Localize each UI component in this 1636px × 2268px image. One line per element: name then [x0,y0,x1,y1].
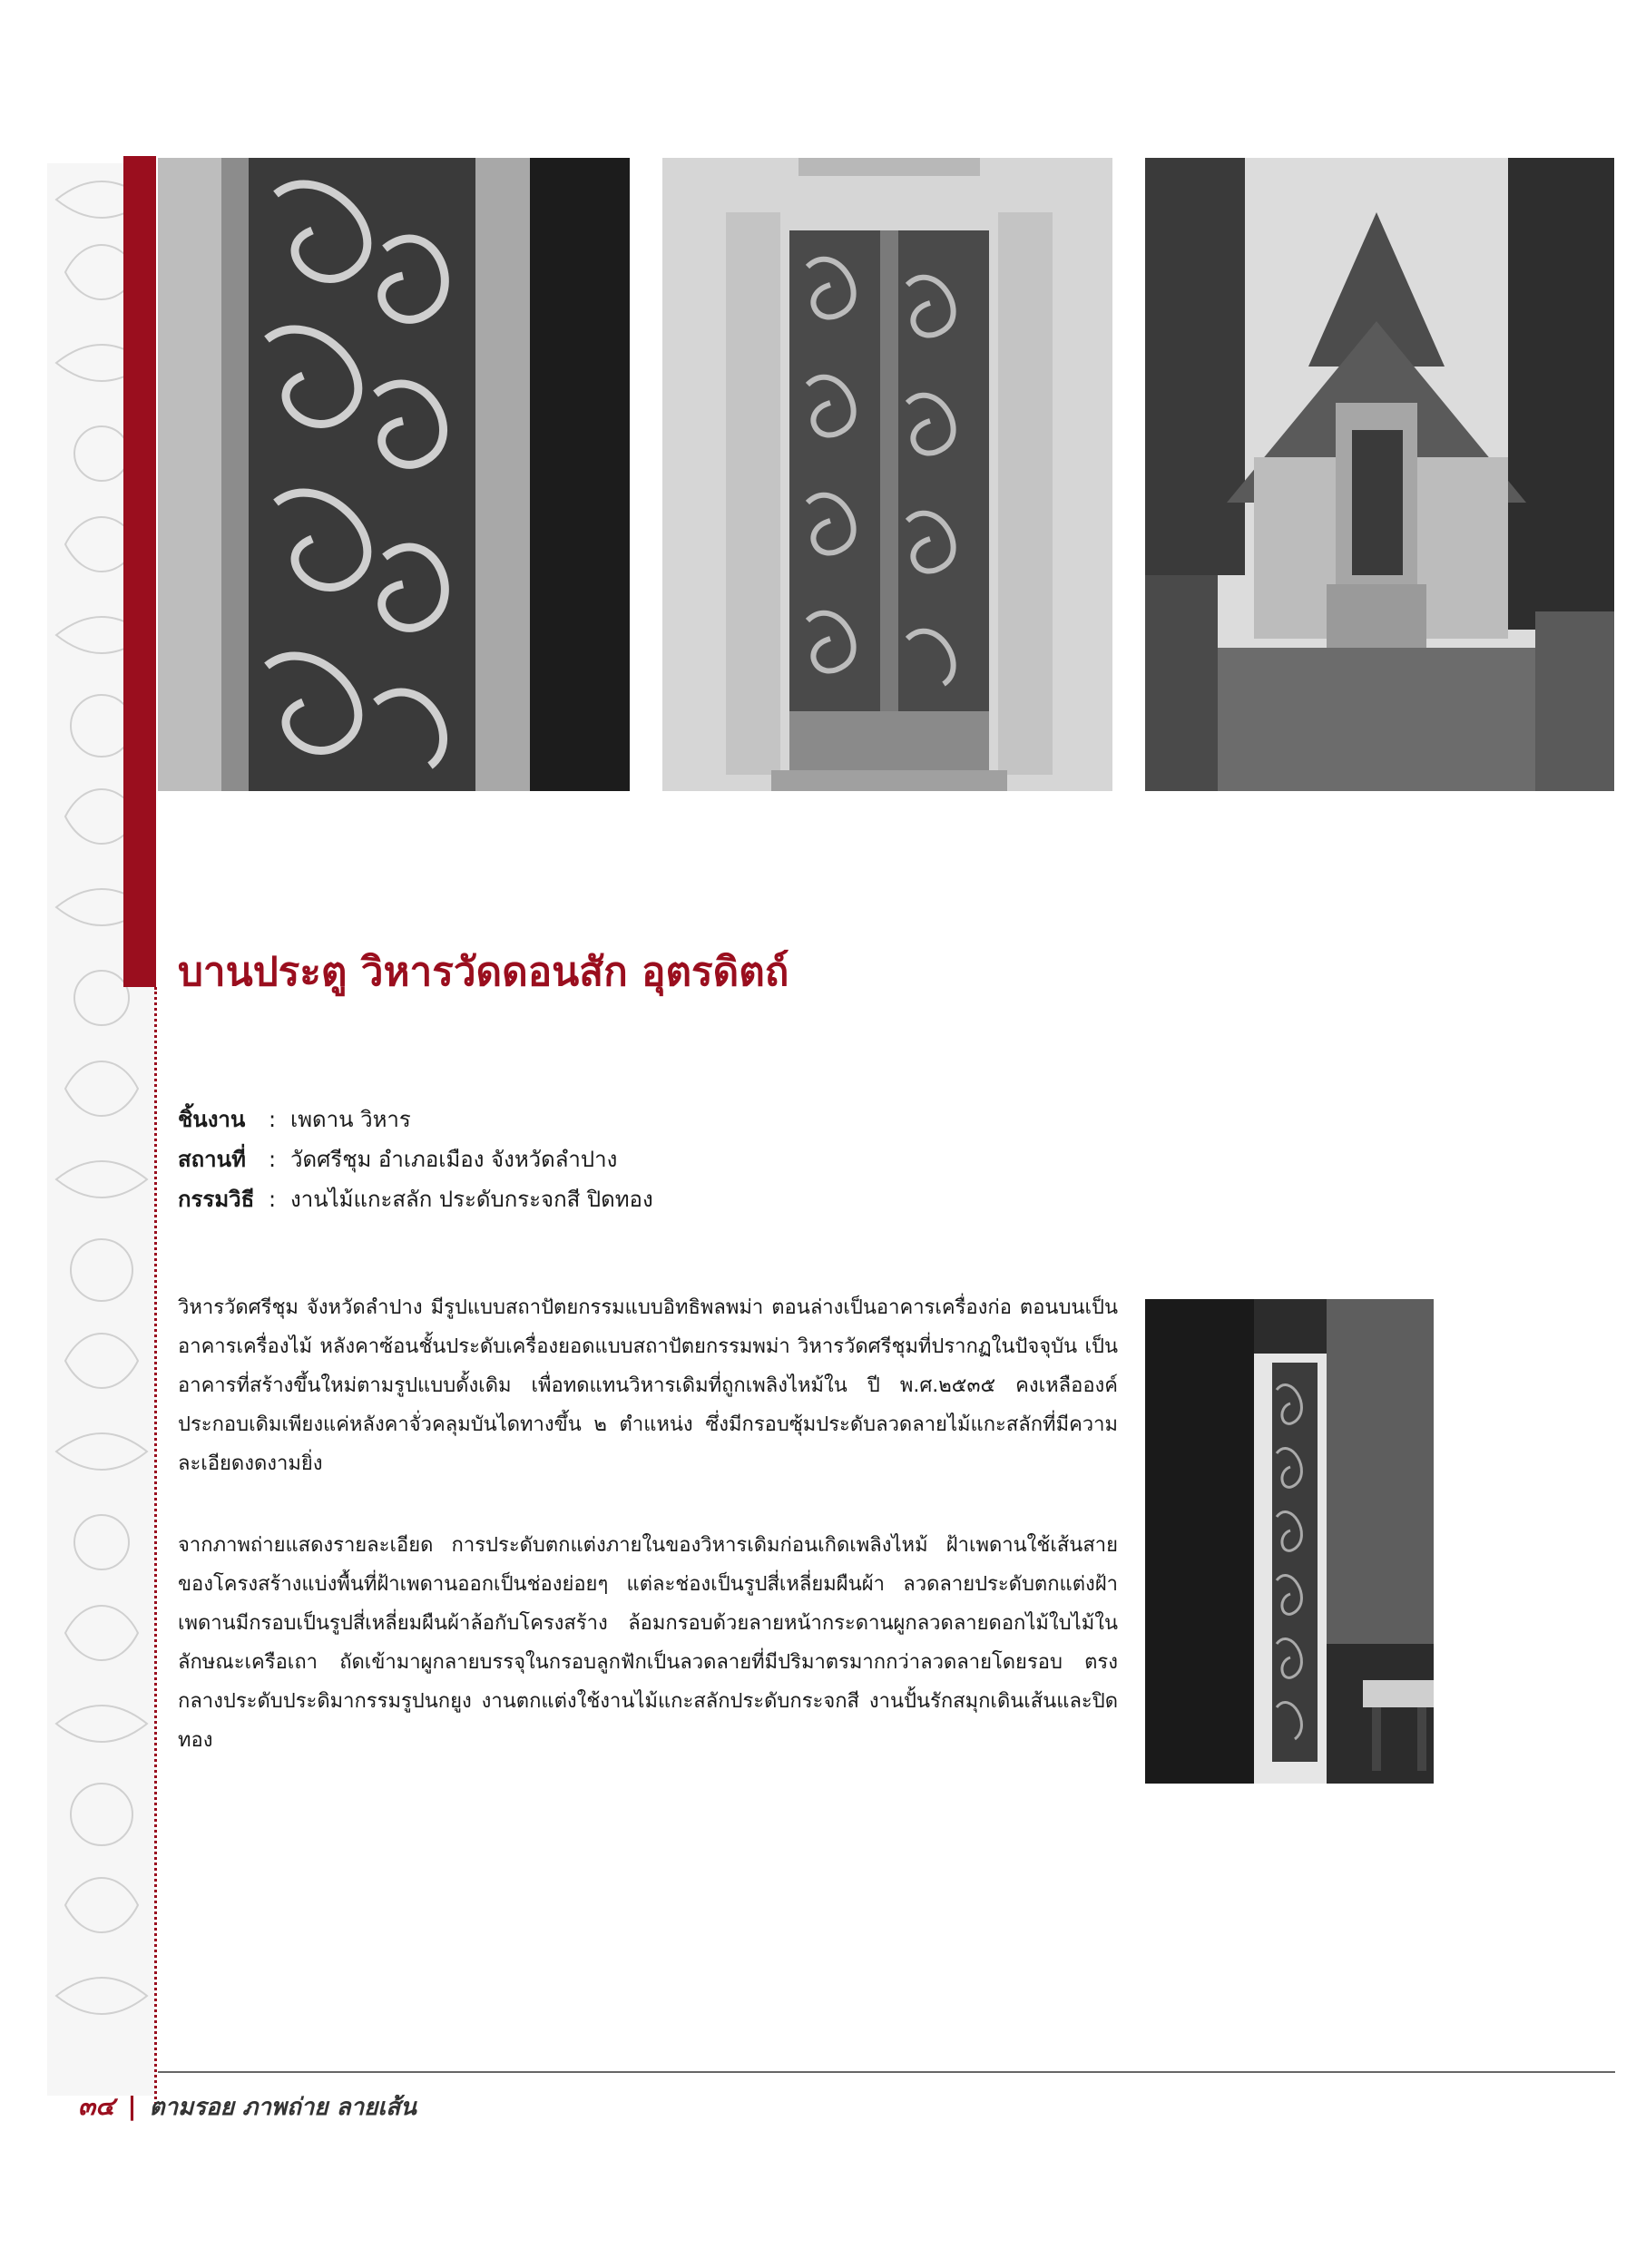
page-footer [78,2087,416,2126]
detail-row-technique [178,1179,653,1219]
detail-separator: : [269,1107,277,1132]
body-paragraph: จากภาพถ่ายแสดงรายละเอียด การประดับตกแต่งภายในของวิหารเดิมก่อนเกิดเพลิงไหม้ ฝ้าเพดานใช้เส้นสายของโครงสร้างแบ่งพื้นที่ฝ้าเพดานออกเป็นช่องย่อยๆ แต่ละช่องเป็นรูปสี่เหลี่ยมผืนผ้า ลวดลายประดับตกแต่งฝ้าเพดานมีกรอบเป็นรูปสี่เหลี่ยมผืนผ้าล้อกับโครงสร้าง ล้อมกรอบด้วยลายหน้ากระดานผูกลวดลายดอกไม้ใบไม้ในลักษณะเครือเถา ถัดเข้ามาผูกลายบรรจุในกรอบลูกฟักเป็นลวดลายที่มีปริมาตรมากกว่าลวดลายโดยรอบ ตรงกลางประดับประดิมากรรมรูปนกยูง งานตกแต่งใช้งานไม้แกะสลักประดับกระจกสี งานปั้นรักสมุกเดินเส้นและปิดทอง [178,1534,1118,1752]
detail-row-location [178,1139,653,1179]
detail-value: เพดาน วิหาร [290,1107,411,1132]
photo-carved-door-detail [158,158,630,791]
photo-temple-building [1145,158,1614,791]
page-number: ๓๔ [78,2091,115,2121]
detail-separator: : [269,1147,277,1172]
artwork-details [178,1100,653,1219]
detail-value: งานไม้แกะสลัก ประดับกระจกสี ปิดทอง [290,1187,653,1212]
dotted-divider [154,987,157,2105]
page-title: บานประตู วิหารวัดดอนสัก อุตรดิตถ์ [178,949,789,995]
detail-label: สถานที่ [178,1147,246,1172]
accent-bar [123,156,156,987]
photo-carved-door-frame [662,158,1112,791]
detail-row-work [178,1100,653,1139]
detail-label: ชิ้นงาน [178,1107,246,1132]
detail-value: วัดศรีชุม อำเภอเมือง จังหวัดลำปาง [290,1147,618,1172]
footer-separator: | [127,2091,137,2121]
detail-separator: : [269,1187,277,1212]
photo-interior-carved-panel [1145,1299,1434,1784]
publication-title: ตามรอย ภาพถ่าย ลายเส้น [149,2094,416,2121]
body-paragraph: วิหารวัดศรีชุม จังหวัดลำปาง มีรูปแบบสถาปัตยกรรมแบบอิทธิพลพม่า ตอนล่างเป็นอาคารเครื่องก่อ ตอนบนเป็นอาคารเครื่องไม้ หลังคาซ้อนชั้นประดับเครื่องยอดแบบสถาปัตยกรรมพม่า วิหารวัดศรีชุมที่ปรากฏในปัจจุบัน เป็นอาคารที่สร้างขึ้นใหม่ตามรูปแบบดั้งเดิม เพื่อทดแทนวิหารเดิมที่ถูกเพลิงไหม้ใน ปี พ.ศ.๒๕๓๕ คงเหลือองค์ประกอบเดิมเพียงแค่หลังคาจั่วคลุมบันไดทางขึ้น ๒ ตำแหน่ง ซึ่งมีกรอบซุ้มประดับลวดลายไม้แกะสลักที่มีความละเอียดงดงามยิ่ง [178,1296,1118,1475]
detail-label: กรรมวิธี [178,1187,255,1212]
footer-rule [158,2071,1615,2073]
